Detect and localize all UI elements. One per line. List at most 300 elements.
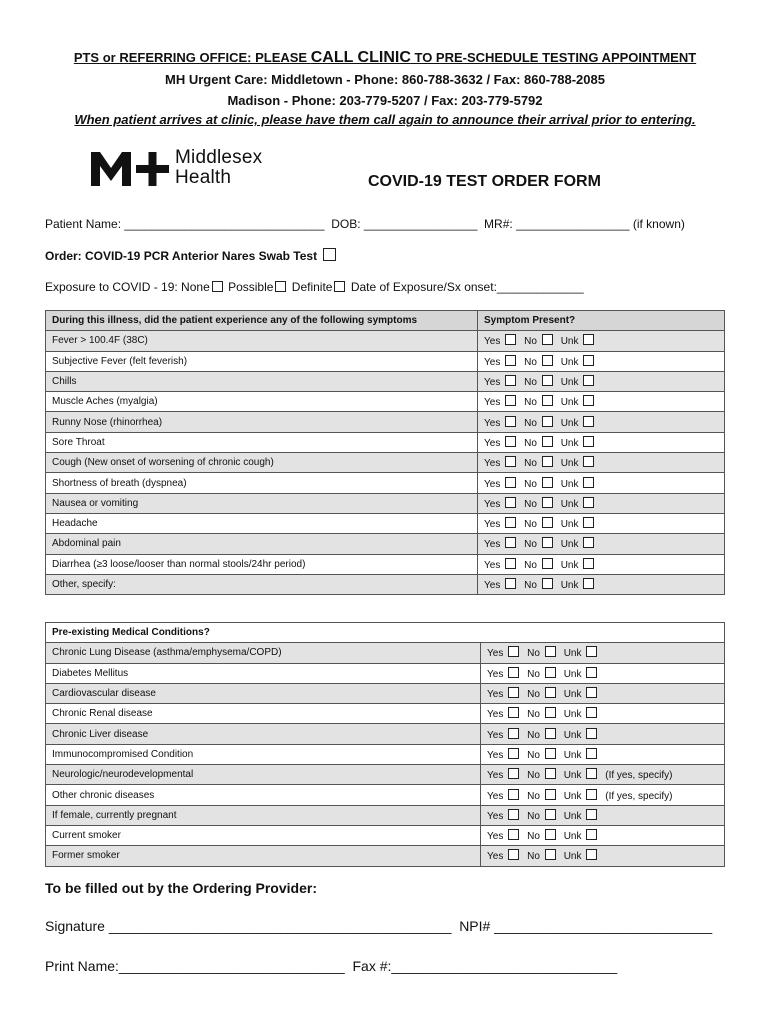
symptom-6-unk-checkbox[interactable] [583,456,594,467]
symptom-5-no-checkbox[interactable] [542,436,553,447]
option-unk-label: Unk [560,498,579,510]
symptom-0-yes-checkbox[interactable] [505,334,516,345]
condition-row [46,825,725,845]
option-no [527,707,558,720]
condition-2-unk-checkbox[interactable] [586,687,597,698]
condition-row [46,805,725,825]
symptom-7-unk-checkbox[interactable] [583,477,594,488]
option-unk [561,477,597,490]
condition-row [46,846,725,866]
symptom-label: Runny Nose (rhinorrhea) [46,412,478,432]
option-no-label: No [527,729,540,741]
option-unk-label: Unk [560,519,579,531]
option-unk [561,395,597,408]
condition-row [46,663,725,683]
symptoms-header-row [46,311,725,331]
option-unk-label: Unk [560,377,579,389]
condition-10-unk-checkbox[interactable] [586,849,597,860]
symptom-row [46,534,725,554]
middletown-contact: MH Urgent Care: Middletown - Phone: 860-788-3632 / Fax: 860-788-2085 [165,72,605,87]
option-yes-label: Yes [484,458,501,470]
symptom-row [46,331,725,351]
option-yes-label: Yes [484,559,501,571]
option-unk-label: Unk [560,417,579,429]
option-no [527,646,558,659]
option-unk-label: Unk [563,790,582,802]
option-yes-label: Yes [484,377,501,389]
condition-7-unk-checkbox[interactable] [586,789,597,800]
logo-wordmark [175,148,262,188]
answer-options [478,392,725,412]
condition-2-yes-checkbox[interactable] [508,687,519,698]
condition-6-unk-checkbox[interactable] [586,768,597,779]
option-yes-label: Yes [484,478,501,490]
answer-options [478,331,725,351]
option-yes [487,646,521,659]
answer-options [481,744,725,764]
logo-mark-icon [91,152,169,186]
option-unk [561,578,597,591]
patient-name-field[interactable]: Patient Name: ______________________________ [45,217,325,231]
option-no [524,477,555,490]
symptom-label: Nausea or vomiting [46,493,478,513]
option-unk-label: Unk [560,559,579,571]
answer-options [481,704,725,724]
option-yes-label: Yes [487,709,504,721]
condition-label: Cardiovascular disease [46,683,481,703]
condition-label: Former smoker [46,846,481,866]
option-no-label: No [524,458,537,470]
option-yes-label: Yes [487,749,504,761]
option-no [524,537,555,550]
option-yes [487,809,521,822]
option-yes-label: Yes [487,668,504,680]
option-yes [484,558,518,571]
option-no-label: No [524,519,537,531]
symptom-label: Muscle Aches (myalgia) [46,392,478,412]
option-unk [564,849,600,862]
answer-options [481,724,725,744]
symptom-0-no-checkbox[interactable] [542,334,553,345]
symptom-4-yes-checkbox[interactable] [505,416,516,427]
option-unk-label: Unk [563,648,582,660]
answer-options [478,513,725,533]
symptom-present-header: Symptom Present? [478,311,725,331]
option-unk-label: Unk [563,770,582,782]
option-yes [484,537,518,550]
symptom-10-yes-checkbox[interactable] [505,537,516,548]
option-yes-label: Yes [484,498,501,510]
symptom-label: Fever > 100.4F (38C) [46,331,478,351]
answer-options [478,554,725,574]
answer-options [478,412,725,432]
symptom-12-yes-checkbox[interactable] [505,578,516,589]
exposure-definite-checkbox[interactable] [334,281,345,292]
symptom-row [46,574,725,594]
option-no [527,728,558,741]
symptom-4-unk-checkbox[interactable] [583,416,594,427]
option-no-label: No [527,831,540,843]
condition-8-yes-checkbox[interactable] [508,809,519,820]
option-no [524,558,555,571]
condition-2-no-checkbox[interactable] [545,687,556,698]
madison-contact: Madison - Phone: 203-779-5207 / Fax: 203-779-5792 [227,93,543,108]
conditions-header-label: Pre-existing Medical Conditions? [46,623,725,643]
condition-4-unk-checkbox[interactable] [586,728,597,739]
option-no-label: No [527,648,540,660]
condition-5-yes-checkbox[interactable] [508,748,519,759]
option-unk-label: Unk [563,831,582,843]
condition-0-unk-checkbox[interactable] [586,646,597,657]
condition-5-no-checkbox[interactable] [545,748,556,759]
specify-note: (If yes, specify) [605,770,673,782]
option-unk [564,667,600,680]
option-unk [561,375,597,388]
arrival-instruction: When patient arrives at clinic, please have them call again to announce their arrival prior to entering. [74,112,696,127]
condition-4-yes-checkbox[interactable] [508,728,519,739]
symptom-2-unk-checkbox[interactable] [583,375,594,386]
option-yes-label: Yes [487,810,504,822]
condition-7-no-checkbox[interactable] [545,789,556,800]
option-unk [564,768,600,781]
answer-options [478,432,725,452]
condition-9-yes-checkbox[interactable] [508,829,519,840]
condition-label: Immunocompromised Condition [46,744,481,764]
option-no-label: No [527,749,540,761]
condition-label: Chronic Renal disease [46,704,481,724]
answer-options [478,473,725,493]
option-yes [484,416,518,429]
option-unk [564,748,600,761]
option-no [524,375,555,388]
option-yes [484,517,518,530]
instruction-text: PTS or REFERRING OFFICE: PLEASE [73,50,311,65]
condition-label: Chronic Lung Disease (asthma/emphysema/COPD) [46,643,481,663]
option-yes-label: Yes [487,648,504,660]
form-title: COVID-19 TEST ORDER FORM [368,173,601,190]
option-no-label: No [527,851,540,863]
provider-section-title: To be filled out by the Ordering Provider: [45,880,317,896]
print-name-fax-field[interactable]: Print Name:_____________________________ Fax #:_____________________________ [45,958,618,974]
option-yes [487,789,521,802]
option-yes [487,748,521,761]
condition-row [46,704,725,724]
option-yes [484,355,518,368]
logo-line-1: Middlesex [175,147,263,168]
signature-npi-field[interactable]: Signature ____________________________________________ NPI# ____________________________ [45,918,713,934]
option-no [524,517,555,530]
answer-options [481,663,725,683]
option-no [527,667,558,680]
answer-options [481,805,725,825]
answer-options [478,574,725,594]
exposure-row [45,280,584,294]
option-yes-label: Yes [484,336,501,348]
symptom-3-unk-checkbox[interactable] [583,395,594,406]
symptom-5-unk-checkbox[interactable] [583,436,594,447]
answer-options [481,683,725,703]
condition-3-no-checkbox[interactable] [545,707,556,718]
answer-options [481,765,725,785]
option-no-label: No [527,668,540,680]
option-unk [561,497,597,510]
option-yes [484,578,518,591]
symptom-label: Chills [46,371,478,391]
condition-9-unk-checkbox[interactable] [586,829,597,840]
option-no-label: No [524,397,537,409]
condition-label: Other chronic diseases [46,785,481,805]
symptom-1-unk-checkbox[interactable] [583,355,594,366]
option-unk [561,355,597,368]
symptom-5-yes-checkbox[interactable] [505,436,516,447]
option-yes [484,477,518,490]
conditions-header-row [46,623,725,643]
option-yes [484,375,518,388]
condition-7-yes-checkbox[interactable] [508,789,519,800]
option-no-label: No [524,437,537,449]
exposure-date-field[interactable]: Date of Exposure/Sx onset:_____________ [347,280,584,294]
option-yes [484,334,518,347]
answer-options [478,493,725,513]
condition-label: Chronic Liver disease [46,724,481,744]
call-clinic-text: CALL CLINIC [310,49,411,66]
symptoms-table [45,310,725,595]
condition-1-unk-checkbox[interactable] [586,667,597,678]
symptom-row [46,371,725,391]
symptom-label: Cough (New onset of worsening of chronic cough) [46,453,478,473]
exposure-definite-label: Definite [288,280,333,294]
option-unk-label: Unk [563,729,582,741]
answer-options [481,846,725,866]
condition-3-unk-checkbox[interactable] [586,707,597,718]
condition-0-yes-checkbox[interactable] [508,646,519,657]
option-unk [561,517,597,530]
option-no-label: No [527,810,540,822]
symptom-8-yes-checkbox[interactable] [505,497,516,508]
patient-info-row [45,217,685,231]
symptom-3-yes-checkbox[interactable] [505,395,516,406]
option-unk-label: Unk [563,749,582,761]
symptom-12-no-checkbox[interactable] [542,578,553,589]
option-no [524,395,555,408]
symptom-2-yes-checkbox[interactable] [505,375,516,386]
condition-3-yes-checkbox[interactable] [508,707,519,718]
symptom-0-unk-checkbox[interactable] [583,334,594,345]
option-no [527,768,558,781]
symptom-8-unk-checkbox[interactable] [583,497,594,508]
exposure-label: Exposure to COVID - 19: None [45,280,210,294]
option-yes [484,497,518,510]
option-no-label: No [524,559,537,571]
condition-4-no-checkbox[interactable] [545,728,556,739]
symptom-label: Abdominal pain [46,534,478,554]
symptom-9-yes-checkbox[interactable] [505,517,516,528]
condition-row [46,744,725,764]
option-no-label: No [524,478,537,490]
option-yes-label: Yes [487,689,504,701]
option-yes [484,436,518,449]
symptom-11-no-checkbox[interactable] [542,558,553,569]
option-no [524,334,555,347]
symptom-3-no-checkbox[interactable] [542,395,553,406]
symptom-label: Shortness of breath (dyspnea) [46,473,478,493]
symptom-11-unk-checkbox[interactable] [583,558,594,569]
logo-line-2: Health [175,167,232,188]
symptom-row [46,473,725,493]
symptom-row [46,351,725,371]
symptom-12-unk-checkbox[interactable] [583,578,594,589]
answer-options [481,643,725,663]
option-unk-label: Unk [560,397,579,409]
option-yes-label: Yes [487,851,504,863]
option-no-label: No [527,790,540,802]
option-no-label: No [527,689,540,701]
symptom-9-unk-checkbox[interactable] [583,517,594,528]
symptom-row [46,513,725,533]
answer-options [481,825,725,845]
symptom-8-no-checkbox[interactable] [542,497,553,508]
symptom-label: Subjective Fever (felt feverish) [46,351,478,371]
option-unk [564,789,600,802]
option-yes [487,728,521,741]
option-yes [487,768,521,781]
symptom-7-no-checkbox[interactable] [542,477,553,488]
instruction-line-1 [0,49,770,67]
symptom-2-no-checkbox[interactable] [542,375,553,386]
option-unk-label: Unk [563,689,582,701]
option-no [524,456,555,469]
symptom-label: Other, specify: [46,574,478,594]
condition-8-unk-checkbox[interactable] [586,809,597,820]
answer-options [478,534,725,554]
symptom-row [46,432,725,452]
option-unk [564,687,600,700]
option-no-label: No [527,709,540,721]
option-no [524,578,555,591]
condition-10-yes-checkbox[interactable] [508,849,519,860]
option-yes-label: Yes [484,397,501,409]
symptom-row [46,412,725,432]
order-label: Order: COVID-19 PCR Anterior Nares Swab Test [45,249,318,263]
symptom-1-no-checkbox[interactable] [542,355,553,366]
option-yes-label: Yes [484,356,501,368]
option-unk-label: Unk [563,709,582,721]
option-no [524,436,555,449]
condition-label: Neurologic/neurodevelopmental [46,765,481,785]
option-unk-label: Unk [560,458,579,470]
option-yes-label: Yes [484,580,501,591]
symptom-row [46,453,725,473]
answer-options [478,351,725,371]
option-no-label: No [524,377,537,389]
option-yes [484,456,518,469]
symptom-11-yes-checkbox[interactable] [505,558,516,569]
mr-field[interactable]: MR#: _________________ (if known) [477,217,685,231]
option-unk [561,537,597,550]
symptom-row [46,493,725,513]
option-yes [487,829,521,842]
option-unk-label: Unk [560,478,579,490]
answer-options [478,371,725,391]
symptom-6-no-checkbox[interactable] [542,456,553,467]
exposure-none-checkbox[interactable] [212,281,223,292]
option-unk [561,436,597,449]
symptom-10-unk-checkbox[interactable] [583,537,594,548]
option-unk-label: Unk [563,851,582,863]
option-yes-label: Yes [484,437,501,449]
condition-row [46,724,725,744]
condition-8-no-checkbox[interactable] [545,809,556,820]
symptom-9-no-checkbox[interactable] [542,517,553,528]
exposure-possible-checkbox[interactable] [275,281,286,292]
condition-label: Diabetes Mellitus [46,663,481,683]
option-unk [564,809,600,822]
condition-row [46,683,725,703]
option-yes [487,687,521,700]
symptom-label: Headache [46,513,478,533]
condition-5-unk-checkbox[interactable] [586,748,597,759]
answer-options [478,453,725,473]
option-yes-label: Yes [484,417,501,429]
option-yes-label: Yes [487,729,504,741]
option-no [524,497,555,510]
condition-0-no-checkbox[interactable] [545,646,556,657]
option-unk-label: Unk [563,810,582,822]
condition-9-no-checkbox[interactable] [545,829,556,840]
option-no [527,849,558,862]
option-unk-label: Unk [560,336,579,348]
symptom-1-yes-checkbox[interactable] [505,355,516,366]
instruction-text-end: TO PRE-SCHEDULE TESTING APPOINTMENT [410,50,697,65]
condition-6-yes-checkbox[interactable] [508,768,519,779]
option-no [524,416,555,429]
option-yes-label: Yes [484,519,501,531]
option-no-label: No [524,336,537,348]
dob-field[interactable]: DOB: _________________ [324,217,478,231]
symptom-6-yes-checkbox[interactable] [505,456,516,467]
specify-note: (If yes, specify) [605,790,673,802]
option-no-label: No [524,498,537,510]
option-no-label: No [527,770,540,782]
option-unk-label: Unk [563,668,582,680]
symptom-10-no-checkbox[interactable] [542,537,553,548]
symptom-4-no-checkbox[interactable] [542,416,553,427]
option-unk [564,829,600,842]
condition-10-no-checkbox[interactable] [545,849,556,860]
condition-label: Current smoker [46,825,481,845]
option-no [524,355,555,368]
option-unk [564,707,600,720]
condition-1-yes-checkbox[interactable] [508,667,519,678]
option-yes-label: Yes [487,790,504,802]
symptom-label: Diarrhea (≥3 loose/looser than normal stools/24hr period) [46,554,478,574]
option-no [527,809,558,822]
symptom-row [46,554,725,574]
condition-row [46,643,725,663]
condition-1-no-checkbox[interactable] [545,667,556,678]
condition-row [46,765,725,785]
option-no-label: No [524,580,537,591]
symptom-7-yes-checkbox[interactable] [505,477,516,488]
condition-6-no-checkbox[interactable] [545,768,556,779]
option-yes [487,667,521,680]
option-no [527,829,558,842]
option-no [527,687,558,700]
option-no [527,789,558,802]
option-unk [564,646,600,659]
option-unk-label: Unk [560,539,579,551]
order-checkbox[interactable] [323,248,336,261]
